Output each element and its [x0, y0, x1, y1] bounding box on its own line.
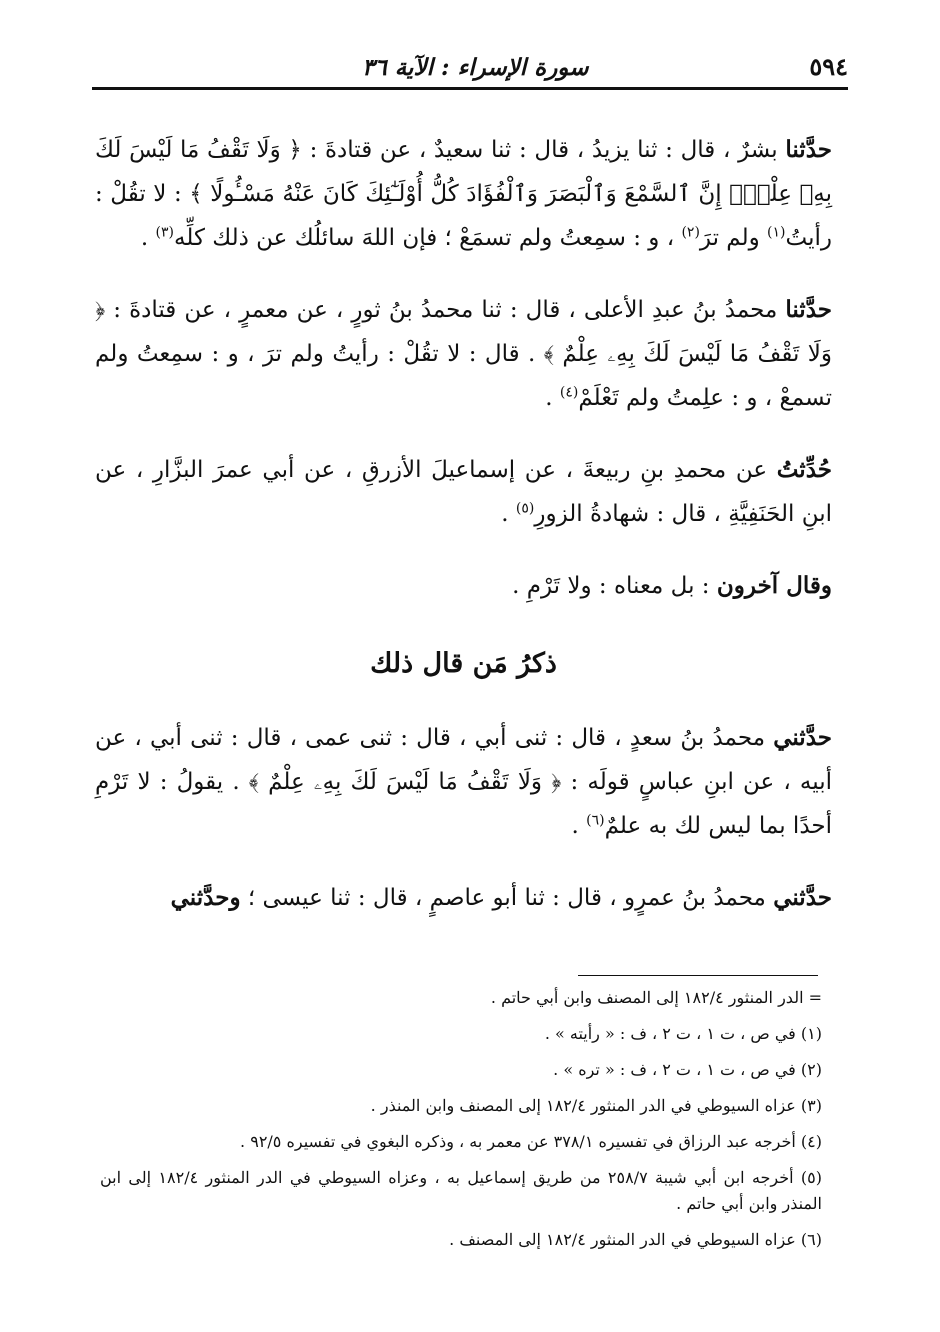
- paragraph-2: [95, 288, 832, 420]
- paragraph-end: .: [501, 501, 516, 527]
- footnotes: [100, 985, 822, 1263]
- footnote-item: (٥) أخرجه ابن أبي شيبة ٢٥٨/٧ من طريق إسماعيل به ، وعزاه السيوطي في الدر المنثور ١٨٢/٤ إلى ابن المنذر وابن أبي حاتم .: [100, 1168, 823, 1213]
- footnote-item: = الدر المنثور ١٨٢/٤ إلى المصنف وابن أبي حاتم .: [490, 988, 822, 1007]
- paragraph-1: [95, 128, 832, 260]
- paragraph-text: ، و : سمِعتُ ولم تسمَعْ ؛ فإن اللهَ سائلُك عن ذلك كلِّه: [174, 225, 682, 251]
- footnote-ref: (٢): [681, 224, 700, 241]
- footnote-item: (٣) عزاه السيوطي في الدر المنثور ١٨٢/٤ إلى المصنف وابن المنذر .: [370, 1096, 822, 1115]
- footnote-item: (٢) في ص ، ت ١ ، ت ٢ ، ف : « تره » .: [553, 1060, 822, 1079]
- paragraph-6: [95, 876, 832, 920]
- paragraph-lead: وقال آخرون: [716, 572, 832, 599]
- paragraph-text: ولم ترَ: [699, 225, 768, 251]
- header-title: سورة الإسراء : الآية ٣٦: [362, 54, 589, 81]
- paragraph-3: [95, 448, 832, 536]
- footnote-ref: (٥): [515, 500, 535, 517]
- paragraph-lead: حدَّثني: [773, 884, 832, 911]
- footnote-item: (٦) عزاه السيوطي في الدر المنثور ١٨٢/٤ إلى المصنف .: [449, 1230, 822, 1249]
- section-heading: ذكرُ مَن قال ذلك: [370, 648, 557, 679]
- paragraph-text: عن محمدِ بنِ ربيعةَ ، عن إسماعيلَ الأزرقِ ، عن أبي عمرَ البزَّارِ ، عن ابنِ الحَنَفِيَّةِ ، قال : شهادةُ الزورِ: [95, 457, 832, 527]
- page-number: ٥٩٤: [809, 52, 848, 81]
- paragraph-end: .: [571, 813, 587, 839]
- footnote-ref: (٣): [155, 224, 174, 241]
- paragraph-end: .: [545, 385, 560, 411]
- paragraph-text: محمدُ بنُ سعدٍ ، قال : ثنى أبي ، قال : ثنى عمى ، قال : ثنى أبي ، عن أبيه ، عن ابنِ عباسٍ قولَه : ﴿ وَلَا تَقْفُ مَا لَيْسَ لَكَ بِهِۦ عِلْمٌ ﴾ . يقولُ : لا تَرْمِ أحدًا بما ليس لك به علمٌ: [95, 725, 832, 839]
- running-header: [92, 40, 848, 90]
- footnote-ref: (٤): [559, 384, 579, 401]
- paragraph-lead: حُدِّثتُ: [776, 456, 832, 483]
- footnote-item: (١) في ص ، ت ١ ، ت ٢ ، ف : « رأيته » .: [544, 1024, 822, 1043]
- footnote-ref: (١): [767, 224, 786, 241]
- paragraph-text: بشرٌ ، قال : ثنا يزيدُ ، قال : ثنا سعيدٌ ، عن قتادةَ : ﴿ وَلَا تَقْفُ مَا لَيْسَ لَكَ بِهِۦ عِلْمٌۚ إِنَّ ٱلسَّمْعَ وَٱلْبَصَرَ وَٱلْفُؤَادَ كُلُّ أُوْلَـٰٓئِكَ كَانَ عَنْهُ مَسْـُٔولًا ﴾ : لا تقُلْ : رأيتُ: [95, 137, 832, 251]
- paragraph-lead: حدَّثني: [773, 724, 832, 751]
- footnote-divider: [578, 975, 818, 976]
- main-text: [95, 128, 832, 948]
- paragraph-text: : بل معناه : ولا تَرْمِ .: [512, 573, 717, 599]
- paragraph-trail: وحدَّثني: [170, 884, 241, 911]
- paragraph-4: [95, 564, 832, 608]
- paragraph-lead: حدَّثنا: [785, 296, 832, 323]
- footnote-ref: (٦): [586, 812, 605, 829]
- paragraph-text: محمدُ بنُ عبدِ الأعلى ، قال : ثنا محمدُ بنُ ثورٍ ، عن معمرٍ ، عن قتادةَ : ﴿ وَلَا تَقْفُ مَا لَيْسَ لَكَ بِهِۦ عِلْمٌ ﴾ . قال : لا تقُلْ : رأيتُ ولم ترَ ، و : سمِعتُ ولم تسمعْ ، و : علِمتُ ولم تَعْلَمْ: [95, 297, 832, 411]
- paragraph-5: [95, 716, 832, 848]
- footnote-item: (٤) أخرجه عبد الرزاق في تفسيره ٣٧٨/١ عن معمر به ، وذكره البغوي في تفسيره ٩٢/٥ .: [240, 1132, 822, 1151]
- paragraph-lead: حدَّثنا: [785, 136, 832, 163]
- paragraph-end: .: [140, 225, 156, 251]
- paragraph-text: محمدُ بنُ عمرٍو ، قال : ثنا أبو عاصمٍ ، قال : ثنا عيسى ؛: [240, 885, 774, 911]
